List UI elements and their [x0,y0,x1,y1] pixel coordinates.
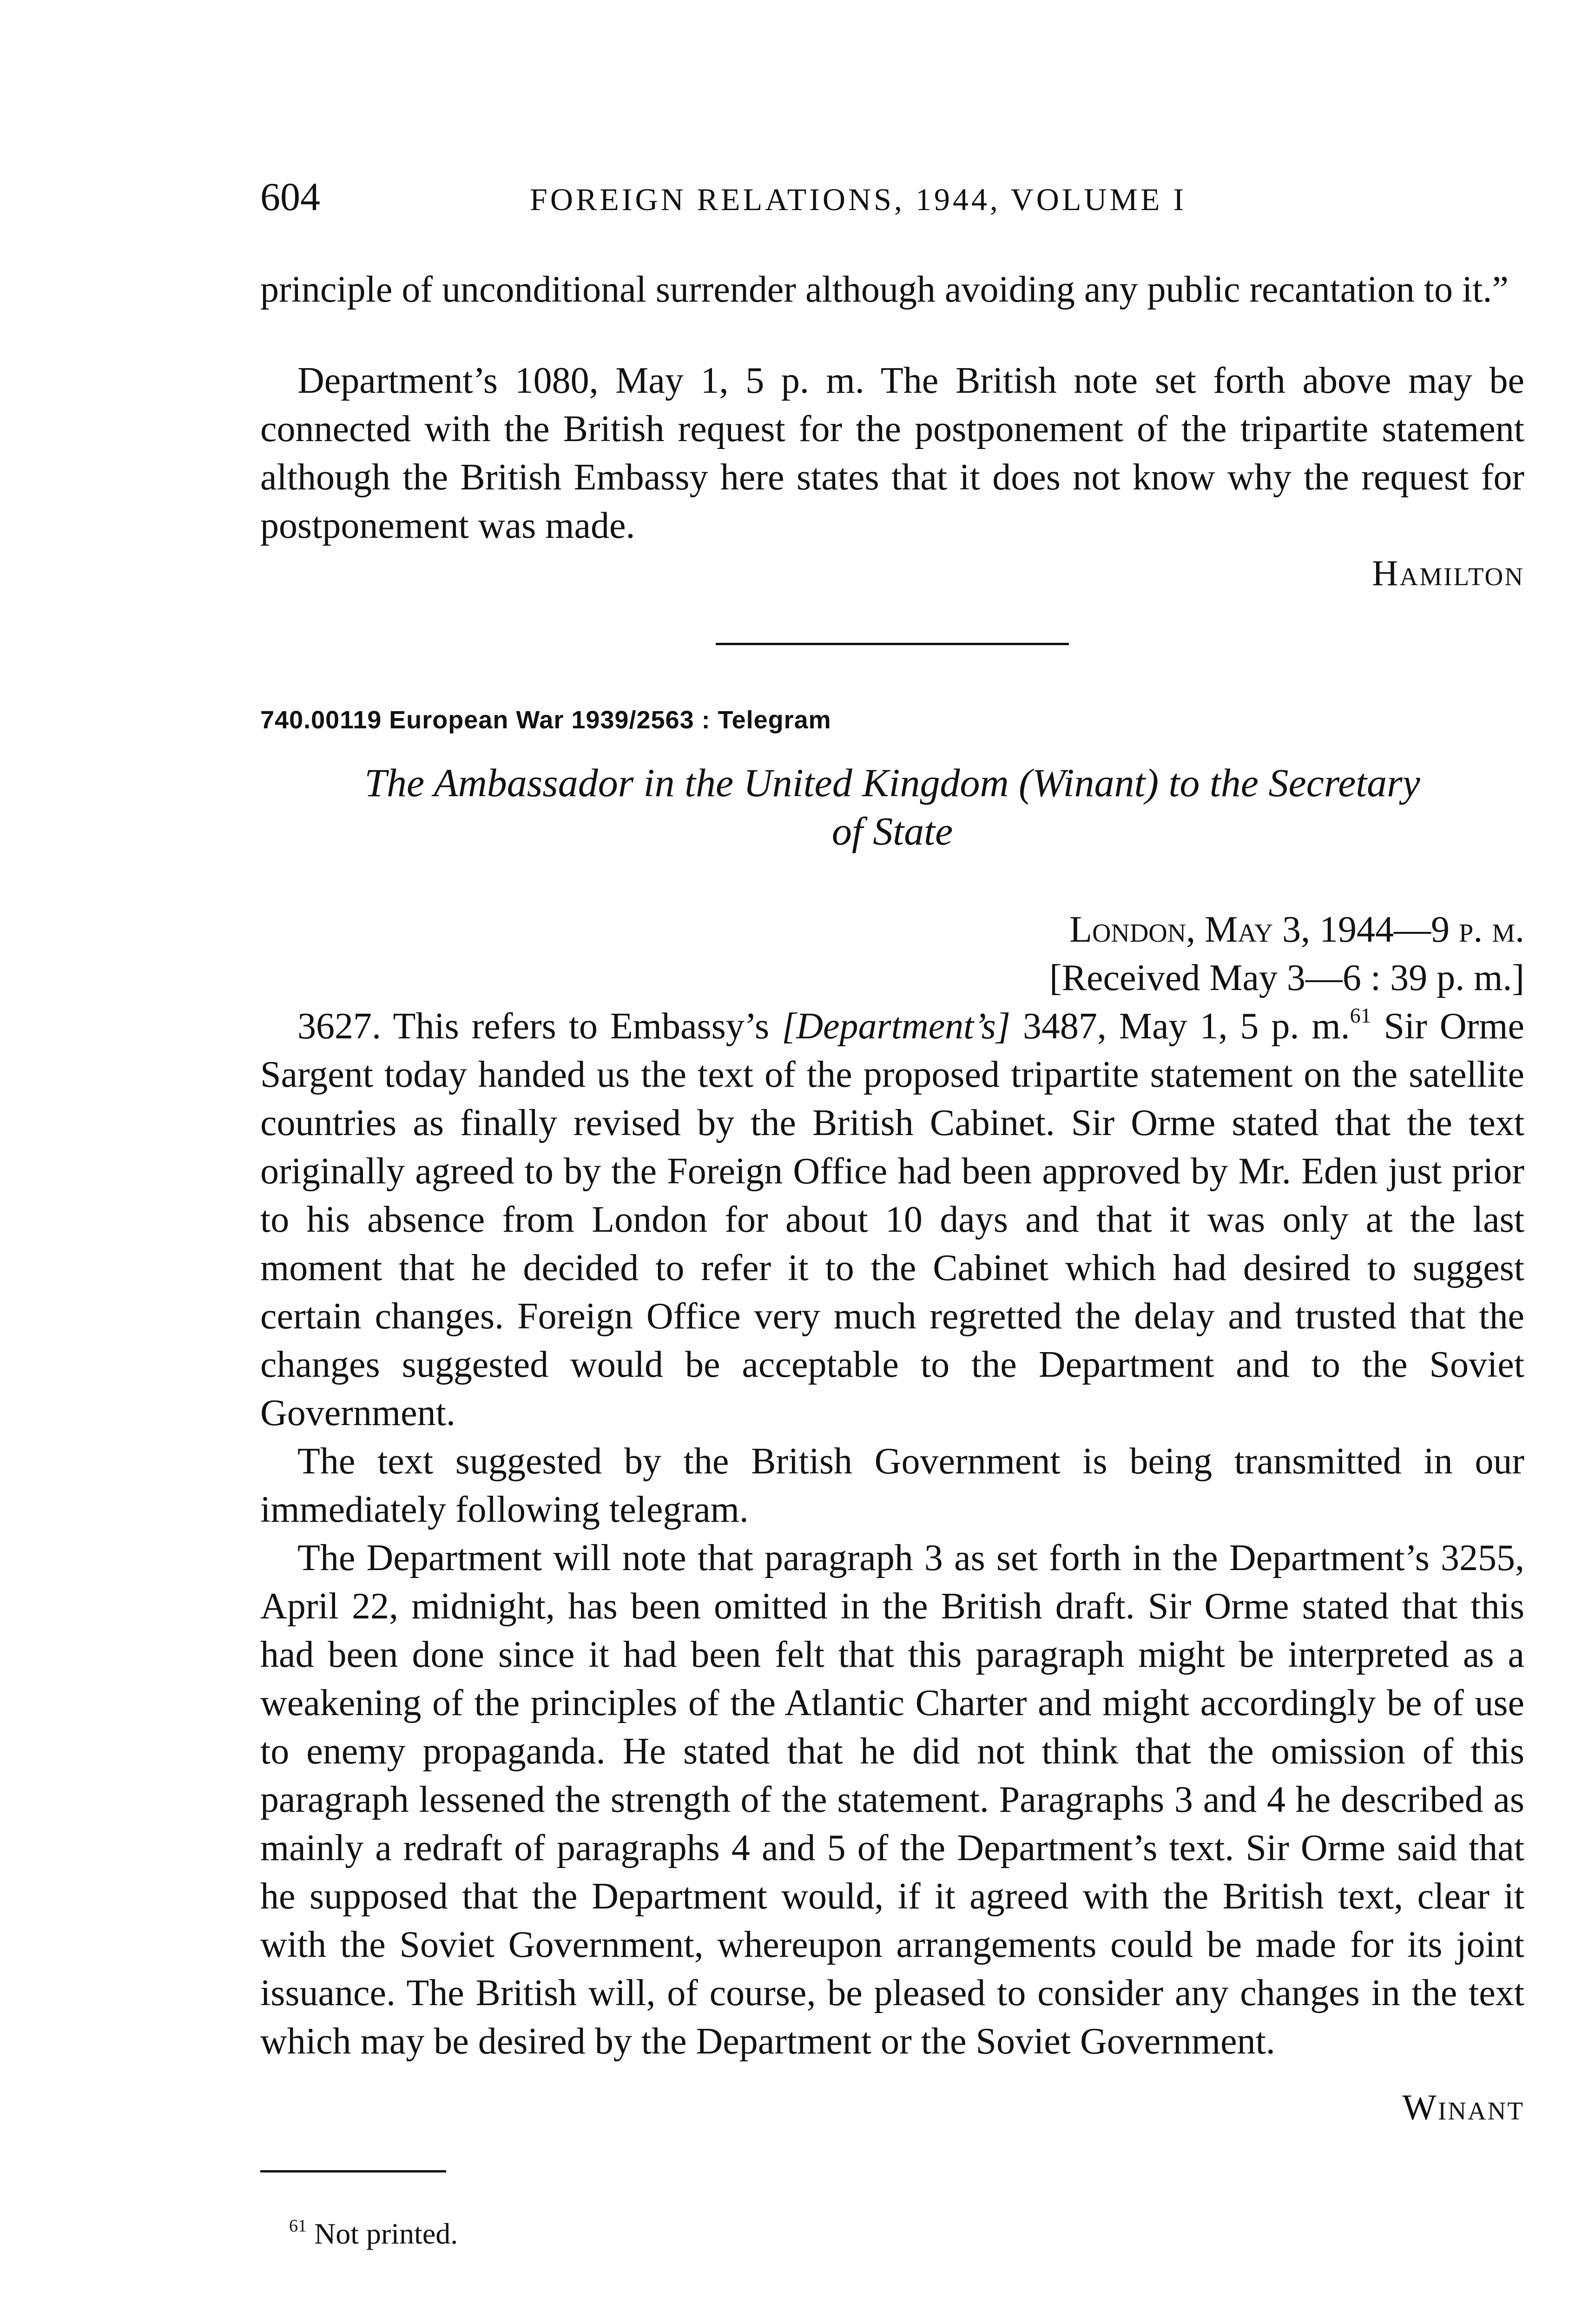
body-paragraph-1 [260,1002,1524,1437]
para1-start: 3627. This refers to Embassy’s [297,1006,782,1047]
received-line: [Received May 3—6 : 39 p. m.] [1049,957,1524,998]
page-number: 604 [260,174,320,219]
dateline-text: London, May 3, 1944—9 p. m. [1069,909,1524,950]
footnote-text: Not printed. [314,2217,458,2250]
para1-bracket: [Department’s] [782,1006,1010,1047]
para1-end: Sir Orme Sargent today handed us the text of the proposed tripartite statement on the satellite countries as finally revised by the British Cabinet. Sir Orme stated that the text originally agreed to by the Foreign Office had been approved by Mr. Eden just prior to his absence from London for about 10 days and that it was only at the last moment that he decided to refer it to the Cabinet which had desired to suggest certain changes. Foreign Office very much regretted the delay and trusted that the changes suggested would be acceptable to the Department and to the Soviet Government. [260,1006,1524,1433]
body-paragraph-3: The Department will note that paragraph 3 as set forth in the Department’s 3255, April 22, midnight, has been omitted in the British draft. Sir Orme stated that this had been done since it had been felt that this paragraph might be interpreted as a weakening of the principles of the Atlantic Charter and might accordingly be of use to enemy propaganda. He stated that he did not think that the omission of this paragraph lessened the strength of the statement. Paragraphs 3 and 4 he described as mainly a redraft of paragraphs 4 and 5 of the Department’s text. Sir Orme said that he supposed that the Department would, if it agreed with the British text, clear it with the Soviet Government, whereupon arrangements could be made for its joint issuance. The British will, of course, be pleased to consider any changes in the text which may be desired by the Department or the Soviet Government. [260,1538,1524,2062]
document-heading-line-1: The Ambassador in the United Kingdom (Winant) to the Secretary [364,760,1420,805]
file-reference: 740.00119 European War 1939/2563 : Telegram [260,706,831,734]
running-header [260,174,1524,219]
hamilton-signature: Hamilton [1372,553,1524,593]
footnote-reference: 61 [1350,1004,1371,1027]
para1-mid: 3487, May 1, 5 p. m. [1010,1006,1350,1047]
footnote [260,2215,1524,2252]
document-heading-line-2: of State [831,809,953,853]
body-paragraph-2: The text suggested by the British Government is being transmitted in our immediately following telegram. [260,1441,1524,1530]
hamilton-paragraph: Department’s 1080, May 1, 5 p. m. The British note set forth above may be connected with the British request for the postponement of the tripartite statement although the British Embassy here states that it does not know why the request for postponement was made. [260,360,1524,546]
running-title: FOREIGN RELATIONS, 1944, VOLUME I [530,182,1187,217]
continuation-paragraph: principle of unconditional surrender although avoiding any public recantation to it.” [260,269,1509,310]
document-heading [260,759,1524,855]
section-divider [716,643,1069,645]
footnote-divider [260,2170,446,2172]
document-page [260,174,1524,2252]
footnote-number: 61 [289,2216,307,2236]
dateline [260,905,1524,954]
winant-signature: Winant [1402,2087,1524,2127]
